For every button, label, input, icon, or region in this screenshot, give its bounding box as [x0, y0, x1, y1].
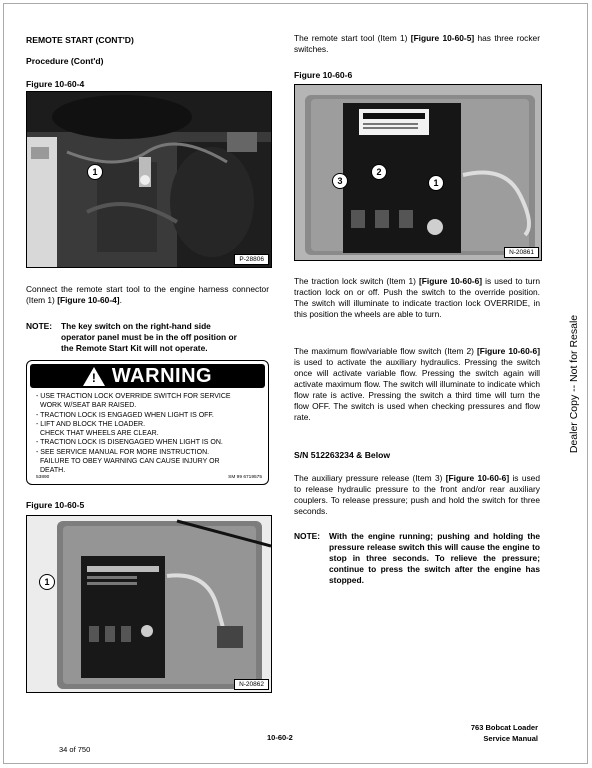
serial-heading: S/N 512263234 & Below [294, 450, 391, 460]
pressure-release-text-end: is used to release hydraulic pressure to the front and/or rear auxiliary couplers. To release pressure; push and hold the switch for three seconds. [294, 473, 540, 516]
pressure-release-ref: [Figure 10-60-6] [445, 473, 510, 483]
warning-line: DEATH. [40, 467, 66, 475]
note-label-left: NOTE: [26, 321, 53, 331]
figure-10-60-6-callout-1: 1 [428, 175, 444, 191]
warning-line: CHECK THAT WHEELS ARE CLEAR. [40, 430, 159, 438]
engine-compartment-image [27, 92, 271, 267]
warning-sn: SM 99 6719575 [228, 475, 262, 480]
warning-lines [36, 392, 262, 476]
connect-text: Connect the remote start tool to the engine harness connector (Item 1) [26, 284, 269, 305]
pressure-release-text: The auxiliary pressure release (Item 3) [294, 473, 446, 483]
footer-page-count: 34 of 750 [59, 745, 91, 754]
dealer-copy-watermark: Dealer Copy -- Not for Resale [568, 314, 580, 454]
flow-switch-ref: [Figure 10-60-6] [476, 346, 540, 356]
footer-model [471, 722, 538, 744]
figure-10-60-4-id: P-28806 [234, 254, 269, 265]
warning-decal [26, 360, 269, 485]
note-line-3: the Remote Start Kit will not operate. [61, 343, 208, 353]
warning-line: - TRACTION LOCK IS ENGAGED WHEN LIGHT IS OFF. [36, 411, 214, 419]
flow-switch-text: The maximum flow/variable flow switch (Item 2) [294, 346, 477, 356]
warning-line: - LIFT AND BLOCK THE LOADER. [36, 420, 146, 428]
figure-10-60-5-title: Figure 10-60-5 [26, 500, 85, 510]
warning-header [30, 364, 265, 388]
figure-10-60-6-callout-3: 3 [332, 173, 348, 189]
procedure-subtitle: Procedure (Cont'd) [26, 56, 104, 66]
warning-triangle-icon: ! [83, 367, 105, 386]
tool-intro-ref: [Figure 10-60-5] [410, 33, 475, 43]
warning-code: 53890 [36, 475, 50, 480]
switch-panel-image [295, 85, 541, 260]
note-text-right: With the engine running; pushing and holding the pressure release switch this will cause the engine to stop in three seconds. To relieve the pressure; continue to press the switch after the engine has stopped. [329, 531, 540, 585]
traction-lock-ref: [Figure 10-60-6] [418, 276, 483, 286]
figure-10-60-4-callout: 1 [87, 164, 103, 180]
tool-intro-text: The remote start tool (Item 1) [294, 33, 411, 43]
figure-10-60-5-id: N-20862 [234, 679, 269, 690]
figure-10-60-4-photo [26, 91, 272, 268]
traction-lock-text-end: is used to turn traction lock on or off. Push the switch to the override position. The switch will illuminate to indicate traction lock OVERRIDE, in this position the wheels are able to turn. [294, 276, 540, 319]
section-title: REMOTE START (CONT'D) [26, 35, 134, 45]
traction-lock-text: The traction lock switch (Item 1) [294, 276, 419, 286]
flow-switch-text-end: is used to activate the auxiliary hydraulics. Pressing the switch once will activate variable flow. Pressing the switch again will activate maximum flow. The switch will illuminate to indicate which flow rate is active. Pressing the switch a third time will turn the flow OFF. The switch is used when checking pressures and flow rate. [294, 357, 540, 422]
footer-manual-name: Service Manual [483, 734, 538, 743]
warning-line: FAILURE TO OBEY WARNING CAN CAUSE INJURY OR [40, 458, 220, 466]
tool-intro-paragraph [294, 33, 540, 55]
note-label-right: NOTE: [294, 531, 321, 541]
figure-10-60-6-title: Figure 10-60-6 [294, 70, 353, 80]
footer-page-code: 10-60-2 [267, 733, 293, 742]
warning-line: - TRACTION LOCK IS DISENGAGED WHEN LIGHT IS ON. [36, 439, 223, 447]
connect-paragraph [26, 284, 269, 306]
warning-line: WORK W/SEAT BAR RAISED. [40, 402, 137, 410]
figure-10-60-6-id: N-20861 [504, 247, 539, 258]
note-text-left [61, 321, 269, 354]
flow-switch-paragraph [294, 346, 540, 423]
tool-intro-text-end: has three rocker switches. [294, 33, 540, 54]
figure-10-60-5-photo [26, 515, 272, 693]
figure-10-60-6-photo [294, 84, 542, 261]
remote-start-tool-image [27, 516, 271, 692]
footer-model-name: 763 Bobcat Loader [470, 723, 538, 732]
connect-text-end: . [119, 295, 122, 305]
figure-10-60-5-callout: 1 [39, 574, 55, 590]
pressure-release-paragraph [294, 473, 540, 517]
warning-title: WARNING [111, 364, 213, 387]
note-line-2: operator panel must be in the off position or [61, 332, 237, 342]
connect-ref: [Figure 10-60-4] [57, 295, 120, 305]
traction-lock-paragraph [294, 276, 540, 320]
note-line-1: The key switch on the right-hand side [61, 321, 211, 331]
figure-10-60-6-callout-2: 2 [371, 164, 387, 180]
figure-10-60-4-title: Figure 10-60-4 [26, 79, 85, 89]
warning-line: - USE TRACTION LOCK OVERRIDE SWITCH FOR SERVICE [36, 393, 231, 400]
warning-line: - SEE SERVICE MANUAL FOR MORE INSTRUCTION. [36, 448, 210, 456]
